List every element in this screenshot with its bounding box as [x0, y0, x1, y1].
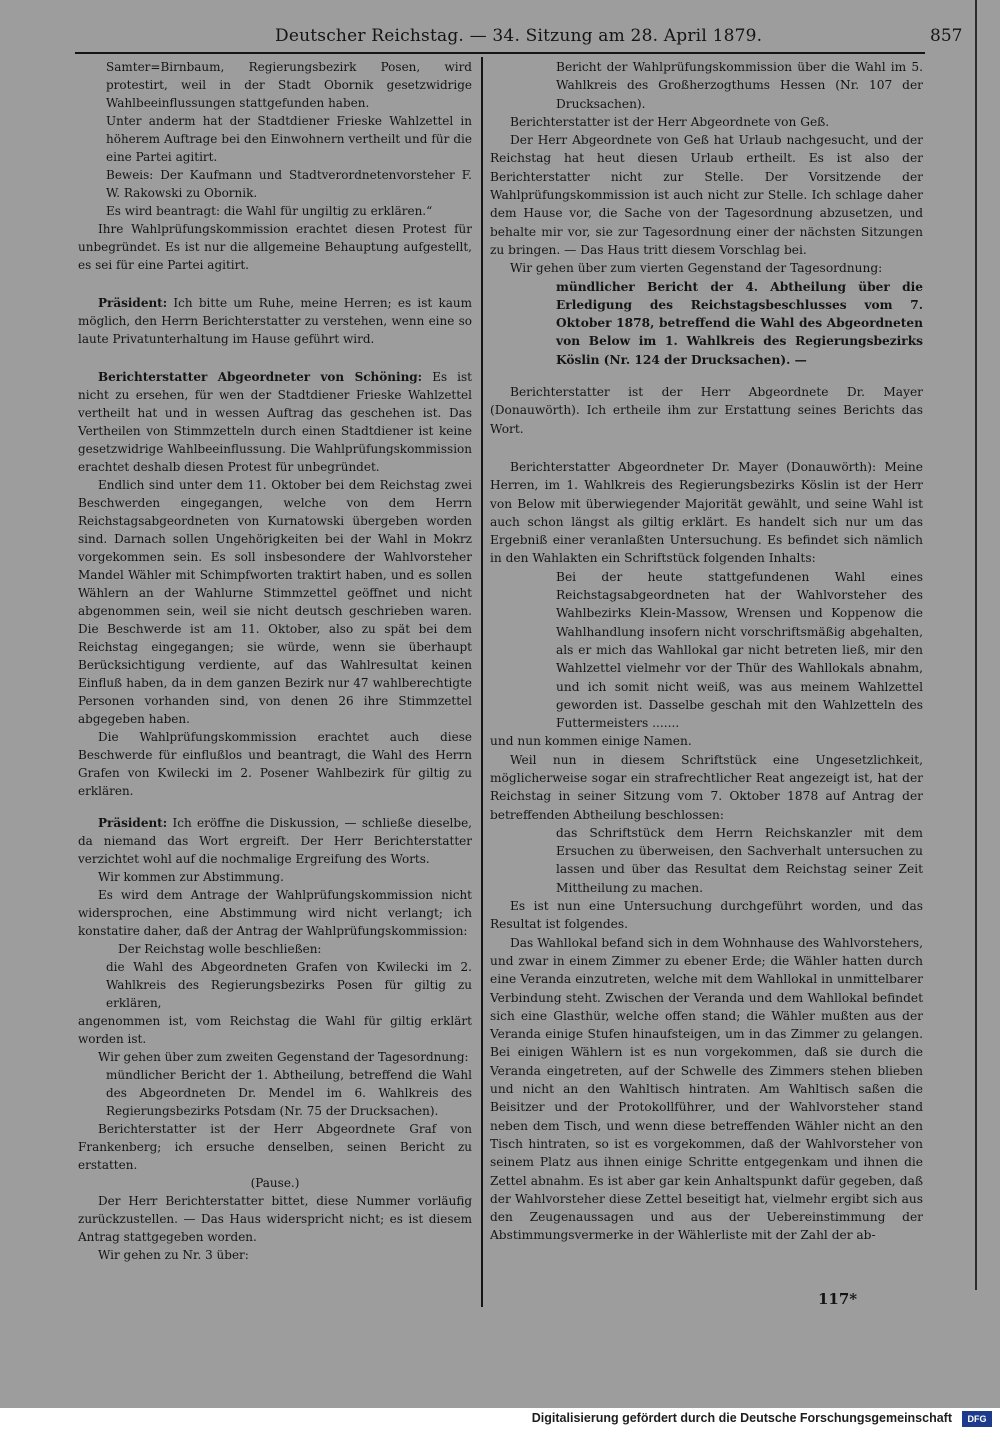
agenda-item-bold: mündlicher Bericht der 4. Abtheilung über die Erledigung des Reichstagsbeschlusses vom 7. Oktober 1878, betreffend die Wahl des Abgeordneten von Below im 1. Wahlkreis des Regierungsbezirks Köslin (Nr. 124 der Drucksachen). —: [556, 279, 923, 367]
paragraph: Ihre Wahlprüfungskommission erachtet diesen Protest für unbegründet. Es ist nur die allgemeine Behauptung aufgestellt, es sei für eine Partei agitirt.: [78, 222, 472, 272]
paragraph: Es ist nun eine Untersuchung durchgeführt worden, und das Resultat ist folgendes.: [490, 899, 923, 932]
right-column: [490, 58, 923, 1245]
paragraph: Der Reichstag wolle beschließen:: [118, 942, 322, 956]
paragraph: Der Herr Berichterstatter bittet, diese Nummer vorläufig zurückzustellen. — Das Haus widerspricht nicht; es ist diesem Antrag stattgegeben worden.: [78, 1194, 472, 1244]
speech-paragraph: [490, 458, 923, 568]
resolution-text: das Schriftstück dem Herrn Reichskanzler mit dem Ersuchen zu überweisen, den Sachverhalt untersuchen zu lassen und über das Resultat dem Reichstag seiner Zeit Mittheilung zu machen.: [556, 825, 923, 895]
footer-credit: Digitalisierung gefördert durch die Deutsche Forschungsgemeinschaft: [531, 1411, 952, 1425]
speaker-label: Berichterstatter Abgeordneter Dr. Mayer (Donauwörth):: [510, 459, 877, 474]
paragraph: Berichterstatter ist der Herr Abgeordnete Dr. Mayer (Donauwörth). Ich ertheile ihm zur Erstattung seines Berichts das Wort.: [490, 385, 923, 436]
paragraph: Es wird dem Antrage der Wahlprüfungskommission nicht widersprochen, eine Abstimmung wird nicht verlangt; ich konstatire daher, daß der Antrag der Wahlprüfungskommission:: [78, 888, 472, 938]
speaker-label: Präsident:: [98, 296, 168, 310]
paragraph: Beweis: Der Kaufmann und Stadtverordnetenvorsteher F. W. Rakowski zu Obornik.: [106, 168, 472, 200]
footer-bar: [0, 1408, 1000, 1432]
speech-text: Meine Herren, im 1. Wahlkreis des Regierungsbezirks Köslin ist der Herr von Below mit überwiegender Majorität gewählt, und seine Wahl ist auch schon längst als giltig erklärt. Es handelt sich nur um das Ergebniß einer veranlaßten Untersuchung. Es befindet sich nämlich in den Wahlakten ein Schriftstück folgenden Inhalts:: [490, 459, 923, 566]
speaker-label: Präsident:: [98, 816, 168, 830]
paragraph: Wir gehen zu Nr. 3 über:: [98, 1248, 249, 1262]
paragraph: angenommen ist, vom Reichstag die Wahl für giltig erklärt worden ist.: [78, 1014, 472, 1046]
agenda-item: mündlicher Bericht der 1. Abtheilung, betreffend die Wahl des Abgeordneten Dr. Mendel im 6. Wahlkreis des Regierungsbezirks Potsdam (Nr. 75 der Drucksachen).: [106, 1068, 472, 1118]
paragraph: Der Herr Abgeordnete von Geß hat Urlaub nachgesucht, und der Reichstag hat heut diesen Urlaub ertheilt. Es ist also der Berichterstatter nicht zur Stelle. Der Vorsitzende der Wahlprüfungskommission ist auch nicht zur Stelle. Ich schlage daher dem Hause vor, die Sache von der Tagesordnung abzusetzen, und behalte mir vor, sie zur Tagesordnung einer der nächsten Sitzungen zu bringen. — Das Haus tritt diesem Vorschlag bei.: [490, 133, 923, 257]
paragraph: Es wird beantragt: die Wahl für ungiltig zu erklären.“: [106, 204, 433, 218]
pause-note: (Pause.): [250, 1176, 300, 1190]
speech-text: Es ist nicht zu ersehen, für wen der Stadtdiener Frieske Wahlzettel vertheilt hat und in wessen Auftrag das geschehen ist. Das Vertheilen von Stimmzetteln durch einen Stadtdiener ist keine gesetzwidrige Wahlbeeinflussung. Die Wahlprüfungskommission erachtet deshalb diesen Protest für unbegründet.: [78, 370, 472, 474]
paragraph: Weil nun in diesem Schriftstück eine Ungesetzlichkeit, möglicherweise sogar ein strafrechtlicher Reat angezeigt ist, hat der Reichstag in seiner Sitzung vom 7. Oktober 1878 auf Antrag der betreffenden Abtheilung beschlossen:: [490, 752, 923, 822]
resolution-text: die Wahl des Abgeordneten Grafen von Kwilecki im 2. Wahlkreis des Regierungsbezirks Posen für giltig zu erklären,: [106, 960, 472, 1010]
paragraph: Das Wahllokal befand sich in dem Wohnhause des Wahlvorstehers, und zwar in einem Zimmer zu ebener Erde; die Wähler hatten durch eine Veranda einzutreten, welche mit dem Wahllokal in unmittelbarer Verbindung steht. Zwischen der Veranda und dem Wahllokal befindet sich eine Glasthür, welche offen stand; die Wähler mußten aus der Veranda einige Stufen hinaufsteigen, um in das Zimmer zu gelangen. Bei einigen Wählern ist es nun vorgekommen, daß sie durch die Veranda eingetreten, auf der Schwelle des Zimmers stehen blieben und nicht an den Wahltisch hintraten. Am Wahltisch saßen die Beisitzer und der Protokollführer, und der Wahlvorsteher stand neben dem Tisch, und wenn diese betreffenden Wähler nicht an den Tisch hintraten, so ist es vorgekommen, daß der Wahlvorsteher von seinem Platz aus ihnen einige Schritte entgegenkam und ihnen die Zettel abnahm. Es ist aber gar kein Anhaltspunkt dafür gegeben, daß der Wahlvorsteher diese Zettel beseitigt hat, vielmehr ergibt sich aus den Zeugenaussagen und aus der Uebereinstimmung der Abstimmungsvermerke in der Wählerliste mit der Zahl der ab-: [490, 935, 923, 1243]
agenda-item: Bericht der Wahlprüfungskommission über die Wahl im 5. Wahlkreis des Großherzogthums Hessen (Nr. 107 der Drucksachen).: [556, 60, 923, 111]
speech-paragraph: [78, 368, 472, 476]
speech-paragraph: [78, 814, 472, 868]
speech-paragraph: [78, 294, 472, 348]
paragraph: Wir gehen über zum zweiten Gegenstand der Tagesordnung:: [98, 1050, 469, 1064]
running-title: Deutscher Reichstag. — 34. Sitzung am 28. April 1879.: [275, 26, 763, 46]
dfg-logo: DFG: [962, 1411, 992, 1427]
left-column: [78, 58, 472, 1264]
paragraph: Samter=Birnbaum, Regierungsbezirk Posen, wird protestirt, weil in der Stadt Obornik gesetzwidrige Wahlbeeinflussungen stattgefunden haben.: [106, 60, 472, 110]
paragraph: Berichterstatter ist der Herr Abgeordnete von Geß.: [510, 114, 830, 129]
signature-mark: 117*: [818, 1290, 858, 1308]
page-header: [0, 22, 1000, 52]
paragraph: Wir gehen über zum vierten Gegenstand der Tagesordnung:: [510, 261, 883, 276]
quoted-document: Bei der heute stattgefundenen Wahl eines Reichstagsabgeordneten hat der Wahlvorsteher des Wahlbezirks Klein-Massow, Wrensen und Koppenow die Wahlhandlung insofern nicht vorschriftsmäßig abgehalten, als er mich das Wahllokal gar nicht betreten ließ, mir den Wahlzettel vielmehr vor der Thür des Wahllokals abnahm, und ich somit nicht weiß, was aus meinem Wahlzettel geworden ist. Dasselbe geschah mit den Wahlzetteln des Futtermeisters .......: [556, 569, 923, 731]
page-edge-rule: [975, 0, 977, 1290]
speech-text: Ich eröffne die Diskussion, — schließe dieselbe, da niemand das Wort ergreift. Der Herr Berichterstatter verzichtet wohl auf die nochmalige Ergreifung des Worts.: [78, 816, 472, 866]
paragraph: Wir kommen zur Abstimmung.: [98, 870, 284, 884]
page-number: 857: [930, 26, 963, 46]
speaker-label: Berichterstatter Abgeordneter von Schöning:: [98, 370, 423, 384]
paragraph: Die Wahlprüfungskommission erachtet auch diese Beschwerde für einflußlos und beantragt, die Wahl des Herrn Grafen von Kwilecki im 2. Posener Wahlbezirk für giltig zu erklären.: [78, 730, 472, 798]
speech-text: Ich bitte um Ruhe, meine Herren; es ist kaum möglich, den Herrn Berichterstatter zu verstehen, wenn eine so laute Privatunterhaltung im Hause geführt wird.: [78, 296, 472, 346]
paragraph: Endlich sind unter dem 11. Oktober bei dem Reichstag zwei Beschwerden eingegangen, welche von dem Herrn Reichstagsabgeordneten von Kurnatowski übergeben worden sind. Darnach sollen Ungehörigkeiten bei der Wahl in Mokrz vorgekommen sein. Es soll insbesondere der Wahlvorsteher Mandel Wähler mit Schimpfworten traktirt haben, und es sollen Wählern an der Wahlurne Stimmzettel geöffnet und nicht abgenommen sein, weil sie nicht deutsch geschrieben waren. Die Beschwerde ist am 11. Oktober, also zu spät bei dem Reichstag eingegangen; sie würde, wenn sie überhaupt Berücksichtigung verdiente, auf das Wahlresultat keinen Einfluß haben, da in dem ganzen Bezirk nur 47 wahlberechtigte Personen vorhanden sind, von denen 26 ihre Stimmzettel abgegeben haben.: [78, 478, 472, 726]
paragraph: Berichterstatter ist der Herr Abgeordnete Graf von Frankenberg; ich ersuche denselben, seinen Bericht zu erstatten.: [78, 1122, 472, 1172]
paragraph: und nun kommen einige Namen.: [490, 734, 692, 749]
column-divider: [481, 57, 483, 1307]
paragraph: Unter anderm hat der Stadtdiener Frieske Wahlzettel in höherem Auftrage bei den Einwohnern vertheilt und für die eine Partei agitirt.: [106, 114, 472, 164]
header-rule: [75, 52, 925, 54]
